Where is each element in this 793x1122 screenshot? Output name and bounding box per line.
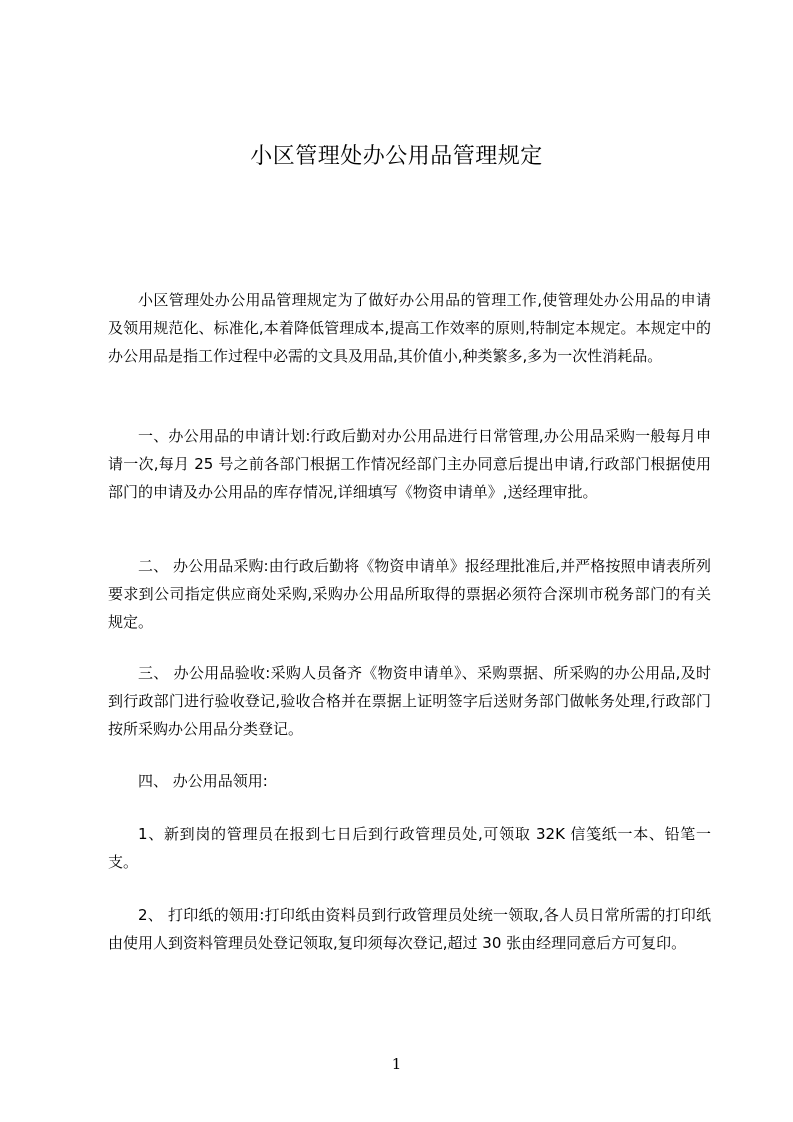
paragraph-item-1: 1、新到岗的管理员在报到七日后到行政管理员处,可领取 32K 信笺纸一本、铅笔一支。 <box>108 825 711 871</box>
paragraph-section-3: 三、 办公用品验收:采购人员备齐《物资申请单》、采购票据、所采购的办公用品,及时到行政部门进行验收登记,验收合格并在票据上证明签字后送财务部门做帐务处理,行政部门按所采购办公用品分类登记。 <box>108 664 711 738</box>
paragraph-section-1: 一、办公用品的申请计划:行政后勤对办公用品进行日常管理,办公用品采购一般每月申请一次,每月 25 号之前各部门根据工作情况经部门主办同意后提出申请,行政部门根据使用部门的申请及办公用品的库存情况,详细填写《物资申请单》,送经理审批。 <box>108 427 711 501</box>
paragraph-section-4-heading: 四、 办公用品领用: <box>138 772 268 790</box>
page-number: 1 <box>391 1055 402 1073</box>
paragraph-section-2: 二、 办公用品采购:由行政后勤将《物资申请单》报经理批准后,并严格按照申请表所列要求到公司指定供应商处采购,采购办公用品所取得的票据必须符合深圳市税务部门的有关规定。 <box>108 557 712 631</box>
document-title: 小区管理处办公用品管理规定 <box>250 144 543 169</box>
paragraph-intro: 小区管理处办公用品管理规定为了做好办公用品的管理工作,使管理处办公用品的申请及领用规范化、标准化,本着降低管理成本,提高工作效率的原则,特制定本规定。本规定中的办公用品是指工作过程中必需的文具及用品,其价值小,种类繁多,多为一次性消耗品。 <box>108 291 711 365</box>
paragraph-item-2: 2、 打印纸的领用:打印纸由资料员到行政管理员处统一领取,各人员日常所需的打印纸由使用人到资料管理员处登记领取,复印须每次登记,超过 30 张由经理同意后方可复印。 <box>108 906 711 952</box>
